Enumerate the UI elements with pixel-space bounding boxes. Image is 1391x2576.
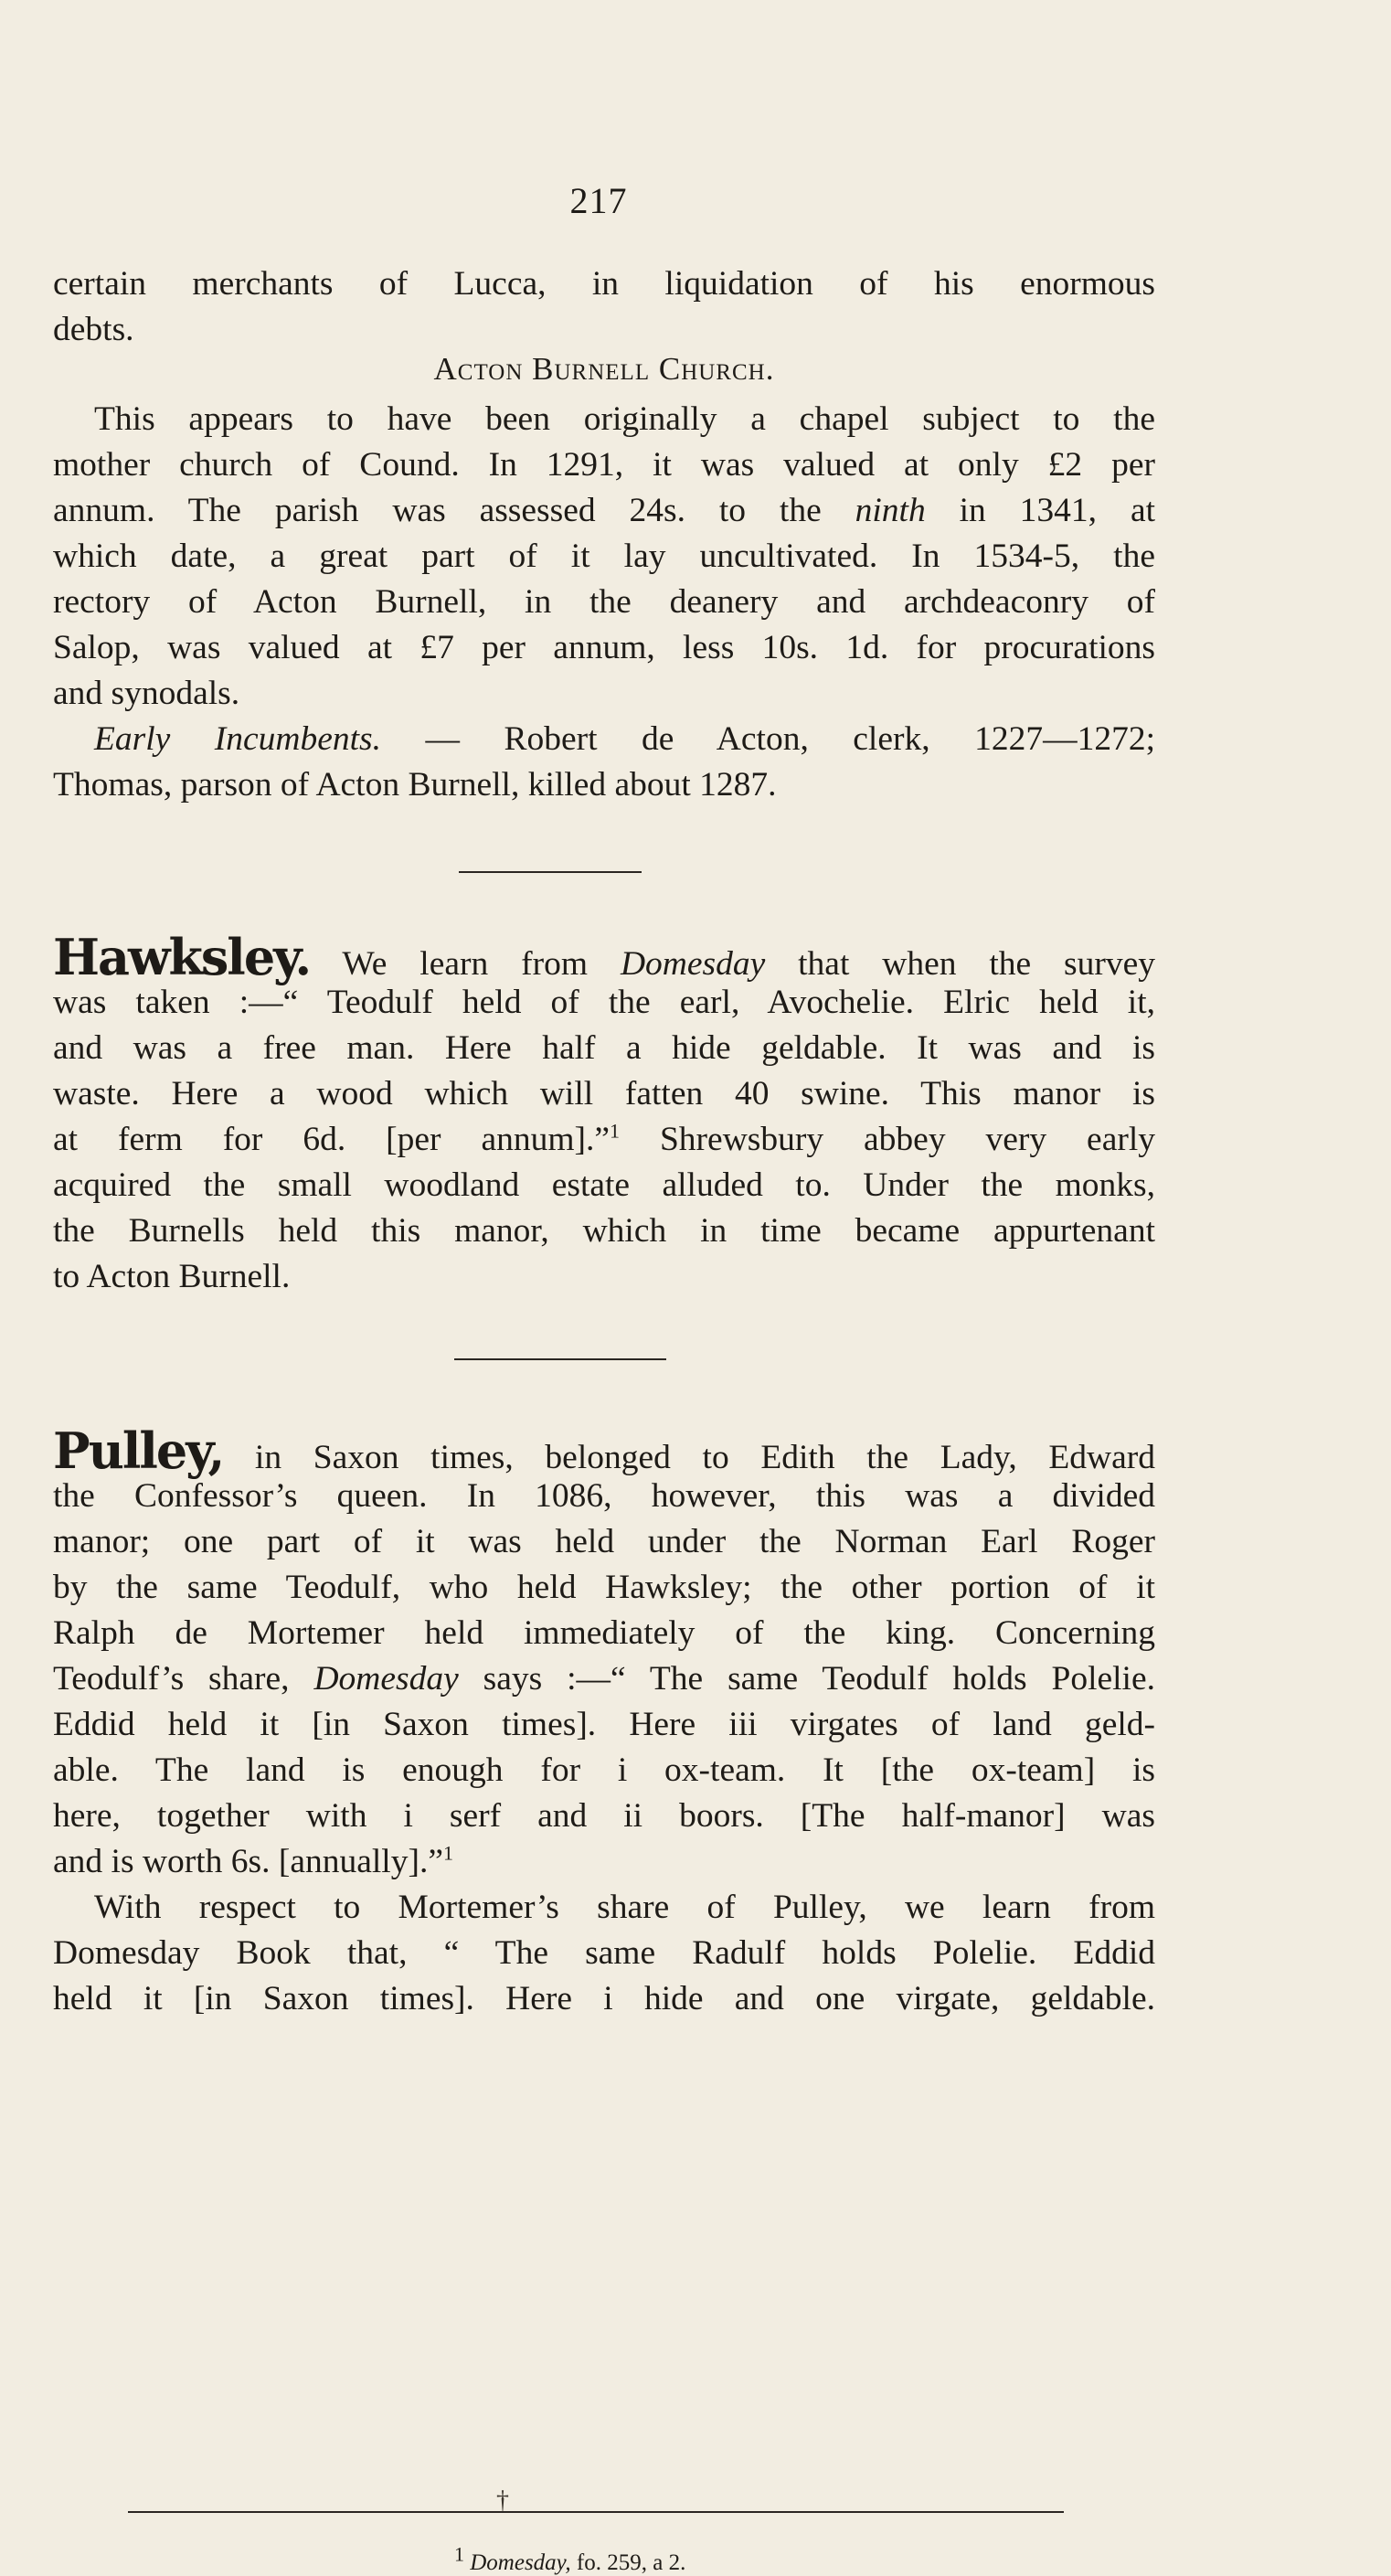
text-line: at ferm for 6d. [per annum].”$^1$ Shrewsbury abbey very early: [53, 1119, 1155, 1158]
text-line: Pulley, in Saxon times, belonged to Edith the Lady, Edward: [53, 1421, 1155, 1480]
footnote-rule: [128, 2511, 1064, 2513]
opening-paragraph: [53, 261, 1155, 353]
text-line: Eddid held it [in Saxon times]. Here iii virgates of land geld-: [53, 1706, 1155, 1743]
text-line: acquired the small woodland estate alluded to. Under the monks,: [53, 1166, 1155, 1204]
footnote-marker: 1: [454, 2542, 464, 2566]
text-line: certain merchants of Lucca, in liquidation of his enormous: [53, 265, 1155, 303]
text-line: rectory of Acton Burnell, in the deanery and archdeaconry of: [53, 583, 1155, 621]
text-line: able. The land is enough for i ox-team. It [the ox-team] is: [53, 1751, 1155, 1789]
text-line: debts.: [53, 311, 134, 348]
text-line: here, together with i serf and ii boors. [The half-manor] was: [53, 1797, 1155, 1835]
drop-word-pulley: Pulley,: [53, 1421, 224, 1480]
text-line: the Burnells held this manor, which in time became appurtenant: [53, 1212, 1155, 1250]
text-line: waste. Here a wood which will fatten 40 swine. This manor is: [53, 1075, 1155, 1112]
text-line: Ralph de Mortemer held immediately of the king. Concerning: [53, 1614, 1155, 1652]
pulley-paragraph: [53, 1421, 1155, 2022]
text-line: the Confessor’s queen. In 1086, however, this was a divided: [53, 1477, 1155, 1515]
text-line: Domesday Book that, “ The same Radulf holds Polelie. Eddid: [53, 1934, 1155, 1972]
text-line: Hawksley. We learn from Domesday that when the survey: [53, 928, 1156, 986]
footnote: [454, 2542, 686, 2576]
footnote-ref: 1: [610, 1119, 621, 1143]
text-line: held it [in Saxon times]. Here i hide and one virgate, geldable.: [53, 1980, 1155, 2017]
incumbents-label: Early Incumbents.: [94, 720, 382, 758]
footnote-source: Domesday,: [470, 2550, 571, 2575]
incumbents-line: Early Incumbents. — Robert de Acton, clerk, 1227—1272;: [94, 720, 1155, 758]
text-line: and synodals.: [53, 675, 240, 712]
footnote-text: fo. 259, a 2.: [576, 2550, 686, 2575]
section-divider: [459, 871, 642, 873]
church-paragraph: [53, 397, 1155, 808]
text-line: by the same Teodulf, who held Hawksley; the other portion of it: [53, 1569, 1155, 1606]
hawksley-paragraph: [53, 928, 1156, 1300]
text-line: Salop, was valued at £7 per annum, less 10s. 1d. for procurations: [53, 629, 1155, 666]
printer-mark-icon: †: [496, 2486, 509, 2515]
text-line: annum. The parish was assessed 24s. to the ninth in 1341, at: [53, 492, 1156, 529]
footnote-ref: 1: [442, 1841, 453, 1865]
section-divider: [454, 1358, 666, 1360]
page-number: 217: [569, 180, 628, 221]
section-heading: Acton Burnell Church.: [433, 351, 775, 387]
text-line: Teodulf’s share, Domesday says :—“ The same Teodulf holds Polelie.: [53, 1660, 1155, 1698]
text-line: was taken :—“ Teodulf held of the earl, Avochelie. Elric held it,: [53, 984, 1155, 1021]
text-line: and is worth 6s. [annually].”$^1$: [53, 1841, 453, 1880]
text-line: to Acton Burnell.: [53, 1258, 291, 1295]
text-line: manor; one part of it was held under the Norman Earl Roger: [53, 1523, 1155, 1560]
text-line: Thomas, parson of Acton Burnell, killed about 1287.: [53, 766, 777, 804]
text-line: and was a free man. Here half a hide geldable. It was and is: [53, 1029, 1155, 1067]
text-line: This appears to have been originally a chapel subject to the: [94, 400, 1155, 438]
text-line: With respect to Mortemer’s share of Pulley, we learn from: [94, 1889, 1155, 1926]
drop-word-hawksley: Hawksley.: [53, 928, 311, 986]
text-line: mother church of Cound. In 1291, it was valued at only £2 per: [53, 446, 1155, 484]
text-line: which date, a great part of it lay uncultivated. In 1534-5, the: [53, 538, 1155, 575]
